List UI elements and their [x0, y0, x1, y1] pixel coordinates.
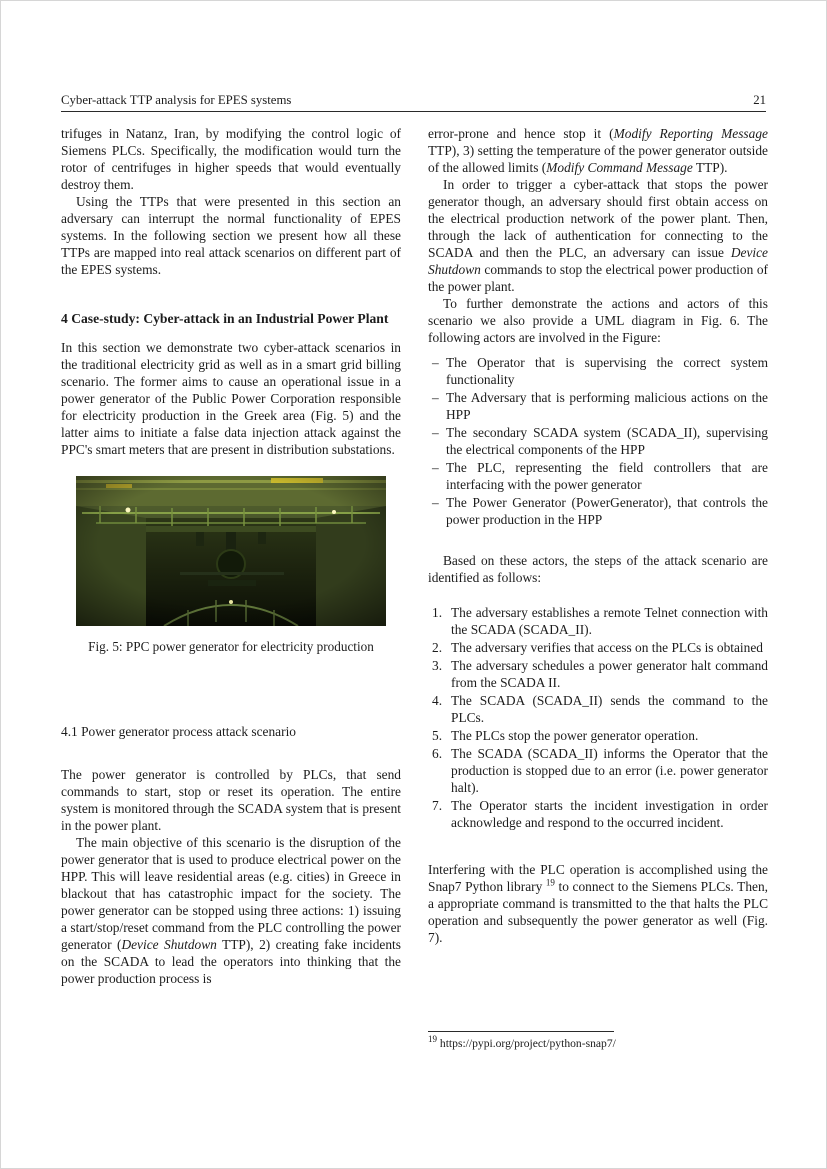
paragraph-continuation	[428, 125, 768, 176]
list-item: 6. The SCADA (SCADA_II) informs the Operator that the production is stopped due to an error (i.e. power generator halt).	[432, 746, 768, 795]
italic-term: Modify Command Message	[546, 160, 693, 175]
dash-bullet: –	[432, 390, 439, 405]
text-segment: The main objective of this scenario is the disruption of the power generator that is used to produce electrical power on the HPP. This will leave residential areas (e.g. cities) in Greece in blackout that has catastrophic impact for the society. The power generator can be stopped using three actions: 1) issuing a start/stop/reset command from the PLC controlling the power generator (	[61, 835, 401, 952]
text-segment: Interfering with the PLC operation is accomplished using the Snap7 Python library	[428, 862, 768, 894]
step-number: 7.	[432, 798, 443, 813]
italic-term: Modify Reporting Message	[613, 126, 768, 141]
list-item: 7. The Operator starts the incident investigation in order acknowledge and respond to the occurred incident.	[432, 798, 768, 830]
paragraph	[428, 176, 768, 295]
text-segment: error-prone and hence stop it (	[428, 126, 614, 141]
list-item: 5. The PLCs stop the power generator operation.	[432, 728, 699, 743]
paragraph: In this section we demonstrate two cyber-attack scenarios in the traditional electricity grid as well as in a smart grid billing scenario. The former aims to cause an operational issue in a power generator of the Public Power Corporation responsible for electricity production in the Greek area (Fig. 5) and the latter aims to initiate a false data injection attack against the PPC's smart meters that are present in distribution substations.	[61, 340, 401, 457]
list-item: – The secondary SCADA system (SCADA_II), supervising the electrical components of the HPP	[432, 425, 768, 457]
step-number: 2.	[432, 640, 443, 655]
running-title: Cyber-attack TTP analysis for EPES systems	[61, 93, 292, 107]
italic-term: Device Shutdown	[428, 245, 768, 277]
dash-bullet: –	[432, 425, 439, 440]
list-item: – The Power Generator (PowerGenerator), that controls the power production in the HPP	[432, 495, 768, 527]
dash-bullet: –	[432, 495, 439, 510]
step-number: 4.	[432, 693, 443, 708]
paragraph: Using the TTPs that were presented in this section an adversary can interrupt the normal functionality of EPES systems. In the following section we present how all these TTPs are mapped into real attack scenarios on different part of the EPES systems.	[61, 194, 401, 277]
footnote-rule	[428, 1031, 614, 1032]
section-heading: 4 Case-study: Cyber-attack in an Industrial Power Plant	[61, 311, 389, 326]
paragraph: The power generator is controlled by PLCs, that send commands to start, stop or reset its operation. The entire system is monitored through the SCADA system that is present in the power plant.	[61, 767, 401, 833]
header-rule	[61, 111, 766, 112]
actors-list	[428, 354, 768, 528]
list-item: – The Adversary that is performing malicious actions on the HPP	[432, 390, 768, 422]
list-item: 1. The adversary establishes a remote Telnet connection with the SCADA (SCADA_II).	[432, 605, 768, 637]
paragraph	[61, 834, 401, 987]
right-column	[428, 125, 768, 946]
figure5-photo	[76, 476, 386, 626]
dash-bullet: –	[432, 460, 439, 475]
page-header	[61, 93, 766, 108]
text-segment: In order to trigger a cyber-attack that stops the power generator though, an adversary should first obtain access on the electrical production network of the power plant. Then, through the lack of authentication for connecting to the SCADA and then the PLC, an adversary can issue	[428, 177, 768, 260]
list-item: – The PLC, representing the field controllers that are interfacing with the power generator	[432, 460, 768, 492]
subsection-heading: 4.1 Power generator process attack scenario	[61, 724, 296, 739]
list-item: – The Operator that is supervising the correct system functionality	[432, 355, 768, 387]
text-segment: to connect to the Siemens PLCs. Then, a appropriate command is transmitted to the that halts the PLC operation and subsequently the power generator as well (Fig. 7).	[428, 879, 768, 945]
list-item: 2. The adversary verifies that access on the PLCs is obtained	[432, 640, 763, 655]
paragraph	[428, 861, 768, 946]
steps-list	[428, 604, 768, 831]
text-segment: TTP).	[692, 160, 728, 175]
text-segment: TTP), 2) creating fake incidents on the SCADA to lead the operators into thinking that the power production process is	[61, 937, 401, 986]
step-number: 1.	[432, 605, 443, 620]
page-number: 21	[753, 93, 766, 107]
footnote-text	[428, 1034, 768, 1051]
list-item: 3. The adversary schedules a power generator halt command from the SCADA II.	[432, 658, 768, 690]
paragraph-continuation: trifuges in Natanz, Iran, by modifying the control logic of Siemens PLCs. Specifically, the modification would turn the rotor of centrifuges in higher speeds that would eventually destroy them.	[61, 126, 401, 192]
dash-bullet: –	[432, 355, 439, 370]
text-segment: commands to stop the electrical power production of the power plant.	[428, 262, 768, 294]
left-column	[61, 125, 401, 987]
paragraph: To further demonstrate the actions and actors of this scenario we also provide a UML diagram in Fig. 6. The following actors are involved in the Figure:	[428, 296, 768, 345]
list-item: 4. The SCADA (SCADA_II) sends the command to the PLCs.	[432, 693, 768, 725]
text-segment: TTP), 3) setting the temperature of the power generator outside of the allowed limits (	[428, 143, 768, 175]
footnote-reference[interactable]: 19	[545, 877, 555, 888]
italic-term: Device Shutdown	[121, 937, 217, 952]
footnote	[428, 1031, 768, 1051]
footnote-link[interactable]: https://pypi.org/project/python-snap7/	[439, 1037, 616, 1050]
footnote-marker: 19	[428, 1034, 437, 1045]
paragraph: Based on these actors, the steps of the attack scenario are identified as follows:	[428, 553, 768, 585]
step-number: 3.	[432, 658, 443, 673]
figure-5	[76, 476, 386, 626]
step-number: 5.	[432, 728, 443, 743]
step-number: 6.	[432, 746, 443, 761]
figure-caption: Fig. 5: PPC power generator for electricity production	[88, 639, 374, 654]
